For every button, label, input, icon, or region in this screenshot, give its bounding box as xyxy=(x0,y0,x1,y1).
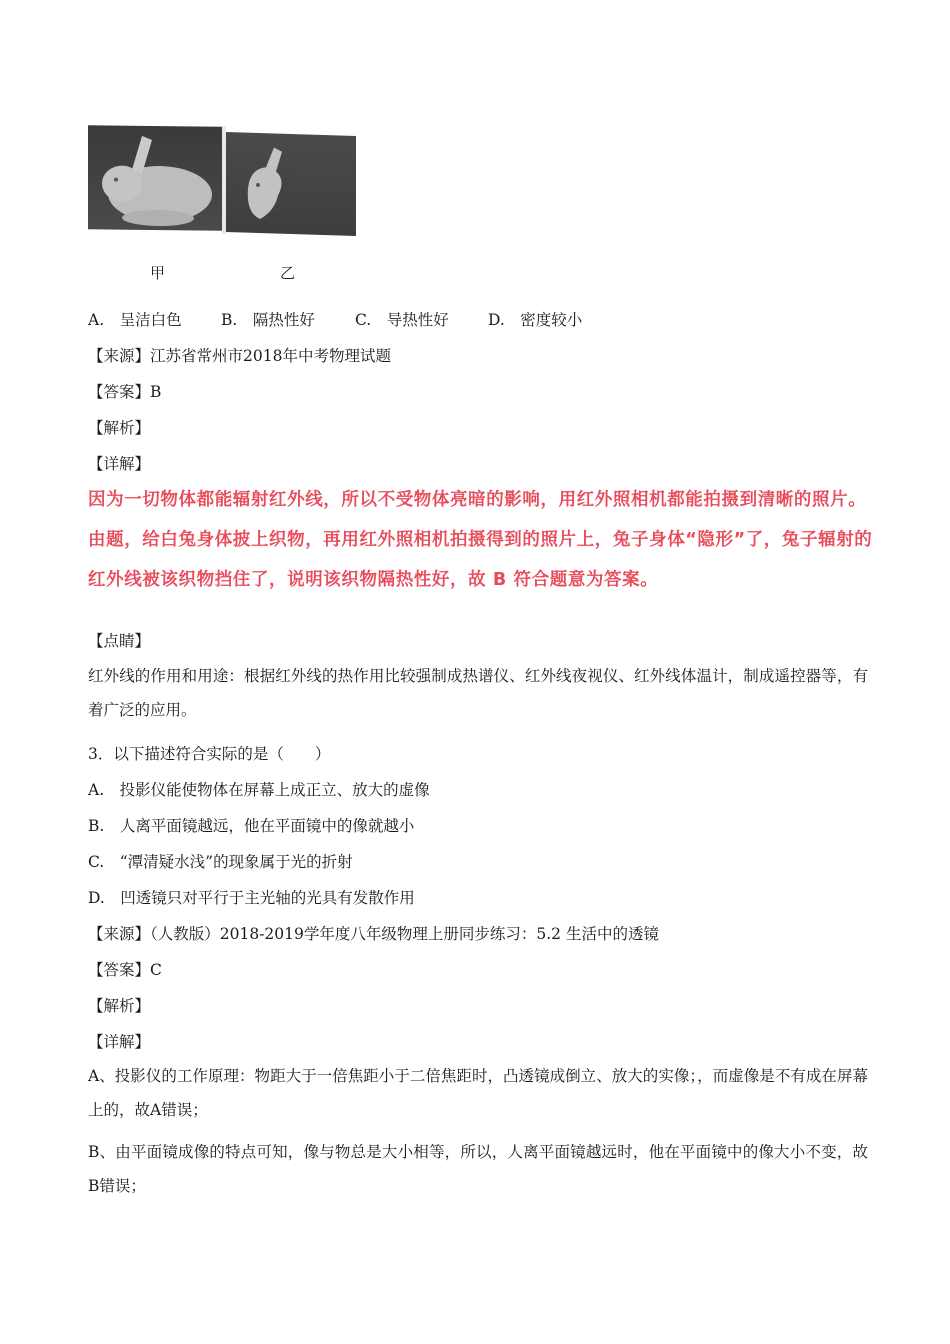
q2-analysis-heading: 【解析】 xyxy=(88,419,151,437)
q3-option-b: B. 人离平面镜越远，他在平面镜中的像就越小 xyxy=(88,817,415,835)
q2-answer: 【答案】B xyxy=(88,383,162,401)
caption-yi: 乙 xyxy=(280,264,296,282)
q2-tip-heading: 【点睛】 xyxy=(88,632,151,650)
photo-yi xyxy=(226,132,356,236)
caption-jia: 甲 xyxy=(150,264,166,282)
q3-option-d: D. 凹透镜只对平行于主光轴的光具有发散作用 xyxy=(88,889,415,907)
q3-option-c: C. “潭清疑水浅”的现象属于光的折射 xyxy=(88,853,353,871)
q2-detail-heading: 【详解】 xyxy=(88,455,151,473)
q2-option-b: B. 隔热性好 xyxy=(221,311,315,329)
q3-option-a: A. 投影仪能使物体在屏幕上成正立、放大的虚像 xyxy=(88,781,430,799)
q2-detail-text: 因为一切物体都能辐射红外线，所以不受物体亮暗的影响，用红外照相机都能拍摄到清晰的照片。由题，给白兔身体披上织物，再用红外照相机拍摄得到的照片上，兔子身体“隐形”了，兔子辐射的红外线被该织物挡住了，说明该织物隔热性好，故 B 符合题意为答案。 xyxy=(88,490,873,590)
q2-tip-text: 红外线的作用和用途：根据红外线的热作用比较强制成热谱仪、红外线夜视仪、红外线体温计，制成遥控器等，有着广泛的应用。 xyxy=(88,667,868,719)
q3-answer: 【答案】C xyxy=(88,961,162,979)
rabbit-full-image xyxy=(88,125,222,230)
q3-stem: 3．以下描述符合实际的是（ ） xyxy=(88,745,331,763)
q3-detail-b: B、由平面镜成像的特点可知，像与物总是大小相等，所以，人离平面镜越远时，他在平面镜中的像大小不变，故B错误； xyxy=(88,1143,868,1195)
q2-option-d: D. 密度较小 xyxy=(488,311,583,329)
q3-source: 【来源】（人教版）2018-2019学年度八年级物理上册同步练习：5.2 生活中的透镜 xyxy=(88,925,659,943)
q2-option-a: A. 呈洁白色 xyxy=(88,311,182,329)
q2-options xyxy=(88,309,582,331)
rabbit-photos-figure xyxy=(88,126,356,234)
q3-detail-heading: 【详解】 xyxy=(88,1033,151,1051)
rabbit-head-only-image xyxy=(226,132,356,236)
photo-jia xyxy=(88,125,222,230)
q3-analysis-heading: 【解析】 xyxy=(88,997,151,1015)
q2-source: 【来源】江苏省常州市2018年中考物理试题 xyxy=(88,347,391,365)
q2-option-c: C. 导热性好 xyxy=(355,311,449,329)
q3-detail-a: A、投影仪的工作原理：物距大于一倍焦距小于二倍焦距时，凸透镜成倒立、放大的实像；，而虚像是不有成在屏幕上的，故A错误； xyxy=(88,1067,868,1119)
